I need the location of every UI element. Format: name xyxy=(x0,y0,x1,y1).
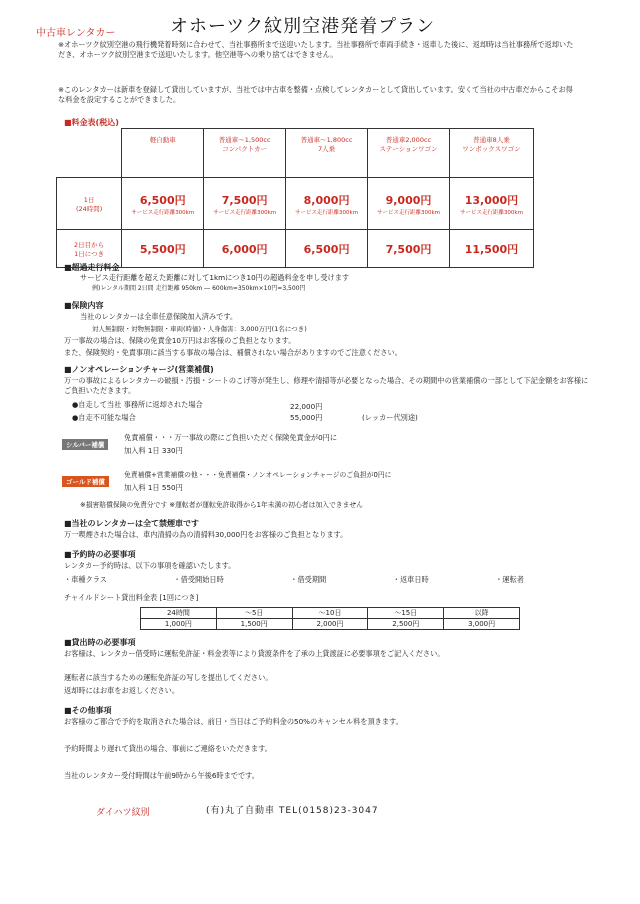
noc-item2-label: ●自走不可能な場合 xyxy=(72,413,136,422)
other-line1: お客様のご都合で予約を取消された場合は、前日・当日はご予約料金の50%のキャンセル料を頂きます。 xyxy=(64,717,403,726)
child-seat-table xyxy=(140,607,520,630)
page-title: オホーツク紋別空港発着プラン xyxy=(170,16,436,37)
rate-col-header xyxy=(449,129,533,178)
rate-col-line1: 普通車2,000cc xyxy=(385,136,432,144)
rate-col-line1: 普通車8人乗 xyxy=(473,136,510,144)
insurance-line3: 万一事故の場合は、保険の免責金10万円はお客様のご負担となります。 xyxy=(64,336,296,345)
reservation-item: ・返車日時 xyxy=(392,575,429,584)
insurance-line2: 対人無制限・対物無制限・車両(時価)・人身傷害：3,000万円(1名につき) xyxy=(92,325,307,333)
noc-item2-note: (レッカー代別途) xyxy=(362,413,418,422)
silver-badge-label: シルバー補償 xyxy=(62,439,108,450)
rate-col-line1: 普通車～1,500cc xyxy=(218,136,271,144)
pickup-line3: 返却時にはお車をお返しください。 xyxy=(64,686,180,695)
child-seat-header: ～5日 xyxy=(216,608,292,619)
rate-note: サービス走行距離300km xyxy=(376,209,440,216)
noc-item1-label: ●自走して当社 事務所に返却された場合 xyxy=(72,400,203,409)
rates-table xyxy=(56,128,534,268)
excess-line1: サービス走行距離を超えた距離に対して1kmにつき10円の超過料金を申し受けます xyxy=(80,273,350,282)
gold-badge xyxy=(62,469,109,488)
brand-label: 中古車レンタカー xyxy=(36,28,116,39)
child-seat-header: 以降 xyxy=(444,608,520,619)
child-seat-header-row xyxy=(141,608,520,619)
rate-row-label-line1: 2日目から xyxy=(74,240,105,249)
rate-cell xyxy=(122,178,204,230)
rate-price: 9,000円 xyxy=(385,193,432,207)
rate-col-line2: ステーションワゴン xyxy=(379,145,438,153)
rate-price: 6,500円 xyxy=(139,193,186,207)
rate-price: 6,000円 xyxy=(221,242,268,256)
child-seat-header: 24時間 xyxy=(141,608,217,619)
child-seat-value: 1,000円 xyxy=(141,619,217,630)
smoking-line1: 万一喫煙された場合は、車内清掃の為の清掃料30,000円をお客様のご負担となります。 xyxy=(64,530,348,539)
rate-cell xyxy=(122,230,204,268)
noc-line1: 万一の事故によるレンタカーの破損・汚損・シートのこげ等が発生し、修理や清掃等が必要となった場合、その期間中の営業補償の一部として下記金額をお客様にご負担いただきます。 xyxy=(64,376,589,396)
noc-title: ■ノンオペレーションチャージ(営業補償) xyxy=(64,365,214,374)
excess-title: ■超過走行料金 xyxy=(64,263,120,272)
gold-note: ※損害賠償保険の免責分です ※運転者が運転免許取得から1年未満の初心者は加入できません xyxy=(80,501,363,509)
rate-row-label-line2: (24時間) xyxy=(75,204,103,213)
rate-col-line2: ワンボックスワゴン xyxy=(462,145,521,153)
child-seat-value: 2,500円 xyxy=(368,619,444,630)
child-seat-value-row xyxy=(141,619,520,630)
rate-col-line2: 7人乗 xyxy=(317,145,336,153)
insurance-line4: また、保険契約・免責事項に該当する事故の場合は、補償されない場合がありますのでご注意ください。 xyxy=(64,348,402,357)
rate-note: サービス走行距離300km xyxy=(459,209,523,216)
rate-col-line1: 普通車～1,800cc xyxy=(300,136,353,144)
silver-line1: 免責補償・・・万一事故の際にご負担いただく保険免責金が0円に xyxy=(124,433,338,442)
rate-note: サービス走行距離300km xyxy=(295,209,359,216)
rate-price: 6,500円 xyxy=(303,242,350,256)
rate-cell xyxy=(204,178,286,230)
rate-row-label xyxy=(57,178,122,230)
rate-cell xyxy=(204,230,286,268)
reservation-title: ■予約時の必要事項 xyxy=(64,550,136,559)
pickup-line2: 運転者に該当するための運転免許証の写しを提出してください。 xyxy=(64,673,273,682)
footer-contact: (有)丸了自動車 TEL(0158)23-3047 xyxy=(206,806,379,816)
rate-cell xyxy=(368,178,450,230)
noc-item1-amount: 22,000円 xyxy=(290,402,323,411)
reservation-item: ・運転者 xyxy=(495,575,524,584)
rate-cell xyxy=(286,230,368,268)
silver-badge xyxy=(62,432,108,451)
gold-badge-label: ゴールド補償 xyxy=(62,476,109,487)
rate-row-label-line2: 1日につき xyxy=(74,249,105,258)
rate-cell xyxy=(286,178,368,230)
rate-col-header xyxy=(286,129,368,178)
excess-line2: 例)レンタル期間 2日間 走行距離 950km ― 600km=350km×10円=3,500円 xyxy=(92,285,306,292)
child-seat-value: 3,000円 xyxy=(444,619,520,630)
rates-corner xyxy=(57,129,122,178)
child-seat-header: ～15日 xyxy=(368,608,444,619)
insurance-line1: 当社のレンタカーは全車任意保険加入済みです。 xyxy=(80,312,238,321)
child-seat-title: チャイルドシート貸出料金表 [1回につき] xyxy=(64,593,199,602)
rate-row-day1 xyxy=(57,178,534,230)
gold-line1: 免責補償+営業補償の他・・・免責補償・ノンオペレーションチャージのご負担が0円に xyxy=(124,471,392,479)
child-seat-value: 1,500円 xyxy=(216,619,292,630)
reservation-item: ・借受期間 xyxy=(290,575,327,584)
rate-col-header xyxy=(368,129,450,178)
silver-line2: 加入料 1日 330円 xyxy=(124,446,183,455)
other-title: ■その他事項 xyxy=(64,706,112,715)
rate-row-day2 xyxy=(57,230,534,268)
reservation-item: ・車種クラス xyxy=(64,575,107,584)
noc-item2-amount: 55,000円 xyxy=(290,413,323,422)
other-line3: 当社のレンタカー受付時間は午前9時から午後6時までです。 xyxy=(64,771,259,780)
rates-header-row xyxy=(57,129,534,178)
rate-price: 13,000円 xyxy=(464,193,519,207)
reservation-items xyxy=(64,575,524,585)
reservation-line1: レンタカー予約時は、以下の事項を確認いたします。 xyxy=(64,561,236,570)
rate-note: サービス走行距離300km xyxy=(131,209,195,216)
rate-price: 8,000円 xyxy=(303,193,350,207)
other-line2: 予約時間より遅れて貸出の場合、事前にご連絡をいただきます。 xyxy=(64,744,272,753)
gold-line2: 加入料 1日 550円 xyxy=(124,483,183,492)
rate-cell xyxy=(449,178,533,230)
intro-paragraph-2: ※このレンタカーは新車を登録して貸出していますが、当社では中古車を整備・点検してレンタカーとして貸出しています。安くて当社の中古車だからこそお得な料金を設定することができました。 xyxy=(58,85,573,105)
footer-brand: ダイハツ紋別 xyxy=(96,808,150,818)
rate-note: サービス走行距離300km xyxy=(213,209,277,216)
intro-paragraph-1: ※オホーツク紋別空港の飛行機発着時刻に合わせて、当社事務所まで送迎いたします。当社事務所で車両手続き・返車した後に、返却時は当社事務所で返却いただき、オホーツク紋別空港まで送迎いたします。他空港等への乗り捨てはできません。 xyxy=(58,40,574,60)
rate-cell xyxy=(449,230,533,268)
rates-section-title: ■料金表(税込) xyxy=(64,118,119,127)
smoking-title: ■当社のレンタカーは全て禁煙車です xyxy=(64,519,200,528)
pickup-line1: お客様は、レンタカー借受時に運転免許証・料金表等により貸渡条件を了承の上貸渡証に必要事項をご記入ください。 xyxy=(64,649,445,658)
rate-price: 7,500円 xyxy=(221,193,268,207)
rate-price: 11,500円 xyxy=(464,242,519,256)
rate-row-label-line1: 1日 xyxy=(83,195,95,204)
rate-price: 5,500円 xyxy=(139,242,186,256)
pickup-title: ■貸出時の必要事項 xyxy=(64,638,136,647)
reservation-item: ・借受開始日時 xyxy=(173,575,224,584)
child-seat-value: 2,000円 xyxy=(292,619,368,630)
rate-col-line1: 軽自動車 xyxy=(149,136,176,144)
rate-col-line2: コンパクトカー xyxy=(222,145,268,153)
rate-cell xyxy=(368,230,450,268)
rate-price: 7,500円 xyxy=(385,242,432,256)
child-seat-header: ～10日 xyxy=(292,608,368,619)
rate-col-header xyxy=(204,129,286,178)
insurance-title: ■保険内容 xyxy=(64,301,104,310)
rate-col-header xyxy=(122,129,204,178)
